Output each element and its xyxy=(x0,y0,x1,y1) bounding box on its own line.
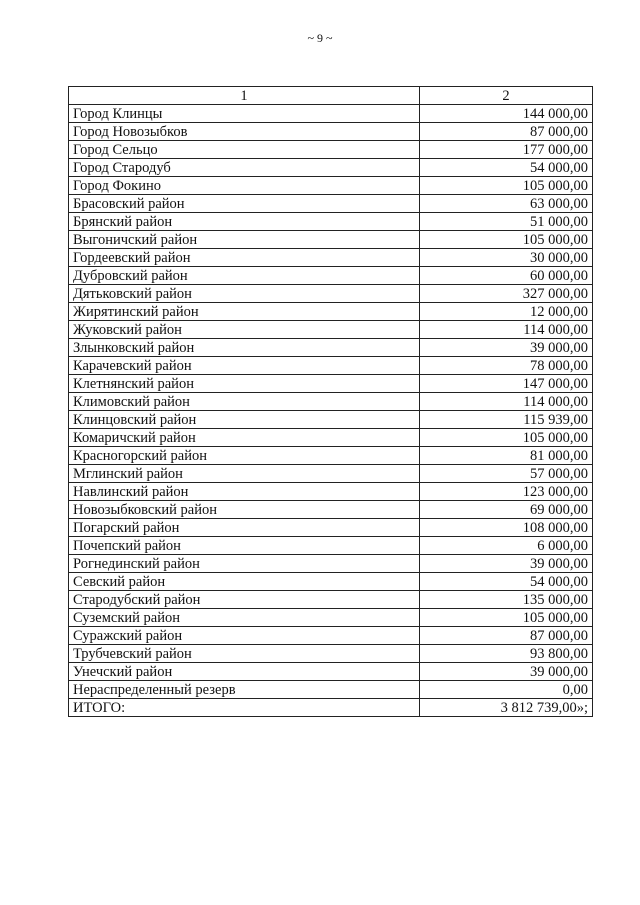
amount-value: 123 000,00 xyxy=(420,483,593,501)
amount-value: 108 000,00 xyxy=(420,519,593,537)
amount-value: 87 000,00 xyxy=(420,123,593,141)
table-row xyxy=(69,339,593,357)
total-label: ИТОГО: xyxy=(69,699,420,717)
table-row xyxy=(69,555,593,573)
district-name: Климовский район xyxy=(69,393,420,411)
table-row xyxy=(69,105,593,123)
table-row xyxy=(69,627,593,645)
district-name: Красногорский район xyxy=(69,447,420,465)
district-name: Гордеевский район xyxy=(69,249,420,267)
district-name: Город Клинцы xyxy=(69,105,420,123)
table-row xyxy=(69,447,593,465)
table-row xyxy=(69,663,593,681)
district-name: Карачевский район xyxy=(69,357,420,375)
amount-value: 0,00 xyxy=(420,681,593,699)
amount-value: 78 000,00 xyxy=(420,357,593,375)
table-row xyxy=(69,141,593,159)
amount-value: 54 000,00 xyxy=(420,159,593,177)
table-row xyxy=(69,231,593,249)
district-name: Стародубский район xyxy=(69,591,420,609)
amount-value: 30 000,00 xyxy=(420,249,593,267)
district-name: Брасовский район xyxy=(69,195,420,213)
table-row xyxy=(69,321,593,339)
total-row xyxy=(69,699,593,717)
amount-value: 114 000,00 xyxy=(420,321,593,339)
table-row xyxy=(69,573,593,591)
table-row xyxy=(69,465,593,483)
district-name: Город Стародуб xyxy=(69,159,420,177)
amount-value: 105 000,00 xyxy=(420,177,593,195)
district-name: Город Сельцо xyxy=(69,141,420,159)
table-row xyxy=(69,591,593,609)
table-row xyxy=(69,501,593,519)
amount-value: 63 000,00 xyxy=(420,195,593,213)
table-row xyxy=(69,411,593,429)
amount-value: 115 939,00 xyxy=(420,411,593,429)
district-name: Клетнянский район xyxy=(69,375,420,393)
table-row xyxy=(69,213,593,231)
amount-value: 114 000,00 xyxy=(420,393,593,411)
district-name: Клинцовский район xyxy=(69,411,420,429)
district-name: Комаричский район xyxy=(69,429,420,447)
amount-value: 39 000,00 xyxy=(420,555,593,573)
district-name: Почепский район xyxy=(69,537,420,555)
district-name: Новозыбковский район xyxy=(69,501,420,519)
amount-value: 54 000,00 xyxy=(420,573,593,591)
table-row xyxy=(69,357,593,375)
amount-value: 177 000,00 xyxy=(420,141,593,159)
district-name: Дятьковский район xyxy=(69,285,420,303)
table-row xyxy=(69,519,593,537)
amount-value: 51 000,00 xyxy=(420,213,593,231)
amount-value: 144 000,00 xyxy=(420,105,593,123)
amount-value: 87 000,00 xyxy=(420,627,593,645)
district-name: Нераспределенный резерв xyxy=(69,681,420,699)
table-row xyxy=(69,645,593,663)
amount-value: 6 000,00 xyxy=(420,537,593,555)
table-row xyxy=(69,537,593,555)
district-name: Суземский район xyxy=(69,609,420,627)
amount-value: 105 000,00 xyxy=(420,429,593,447)
district-name: Брянский район xyxy=(69,213,420,231)
district-name: Севский район xyxy=(69,573,420,591)
amount-value: 57 000,00 xyxy=(420,465,593,483)
table-header-row xyxy=(69,87,593,105)
district-name: Мглинский район xyxy=(69,465,420,483)
table-row xyxy=(69,159,593,177)
allocation-table xyxy=(68,86,593,717)
amount-value: 327 000,00 xyxy=(420,285,593,303)
district-name: Город Фокино xyxy=(69,177,420,195)
table-row xyxy=(69,375,593,393)
table-body xyxy=(69,105,593,699)
table-row xyxy=(69,429,593,447)
column-header-2: 2 xyxy=(420,87,593,105)
amount-value: 12 000,00 xyxy=(420,303,593,321)
amount-value: 39 000,00 xyxy=(420,339,593,357)
table-row xyxy=(69,609,593,627)
amount-value: 105 000,00 xyxy=(420,609,593,627)
amount-value: 39 000,00 xyxy=(420,663,593,681)
amount-value: 147 000,00 xyxy=(420,375,593,393)
district-name: Суражский район xyxy=(69,627,420,645)
district-name: Жирятинский район xyxy=(69,303,420,321)
page-number: ~ 9 ~ xyxy=(307,31,333,45)
table-row xyxy=(69,249,593,267)
column-header-1: 1 xyxy=(69,87,420,105)
amount-value: 105 000,00 xyxy=(420,231,593,249)
district-name: Унечский район xyxy=(69,663,420,681)
table-row xyxy=(69,123,593,141)
district-name: Погарский район xyxy=(69,519,420,537)
table-row xyxy=(69,177,593,195)
district-name: Жуковский район xyxy=(69,321,420,339)
total-amount: 3 812 739,00»; xyxy=(420,699,593,717)
amount-value: 60 000,00 xyxy=(420,267,593,285)
district-name: Злынковский район xyxy=(69,339,420,357)
district-name: Навлинский район xyxy=(69,483,420,501)
table-row xyxy=(69,681,593,699)
amount-value: 135 000,00 xyxy=(420,591,593,609)
table-row xyxy=(69,303,593,321)
district-name: Рогнединский район xyxy=(69,555,420,573)
amount-value: 81 000,00 xyxy=(420,447,593,465)
table-row xyxy=(69,393,593,411)
amount-value: 69 000,00 xyxy=(420,501,593,519)
amount-value: 93 800,00 xyxy=(420,645,593,663)
table-row xyxy=(69,195,593,213)
district-name: Город Новозыбков xyxy=(69,123,420,141)
table-row xyxy=(69,285,593,303)
table-row xyxy=(69,267,593,285)
district-name: Выгоничский район xyxy=(69,231,420,249)
district-name: Дубровский район xyxy=(69,267,420,285)
table-row xyxy=(69,483,593,501)
district-name: Трубчевский район xyxy=(69,645,420,663)
